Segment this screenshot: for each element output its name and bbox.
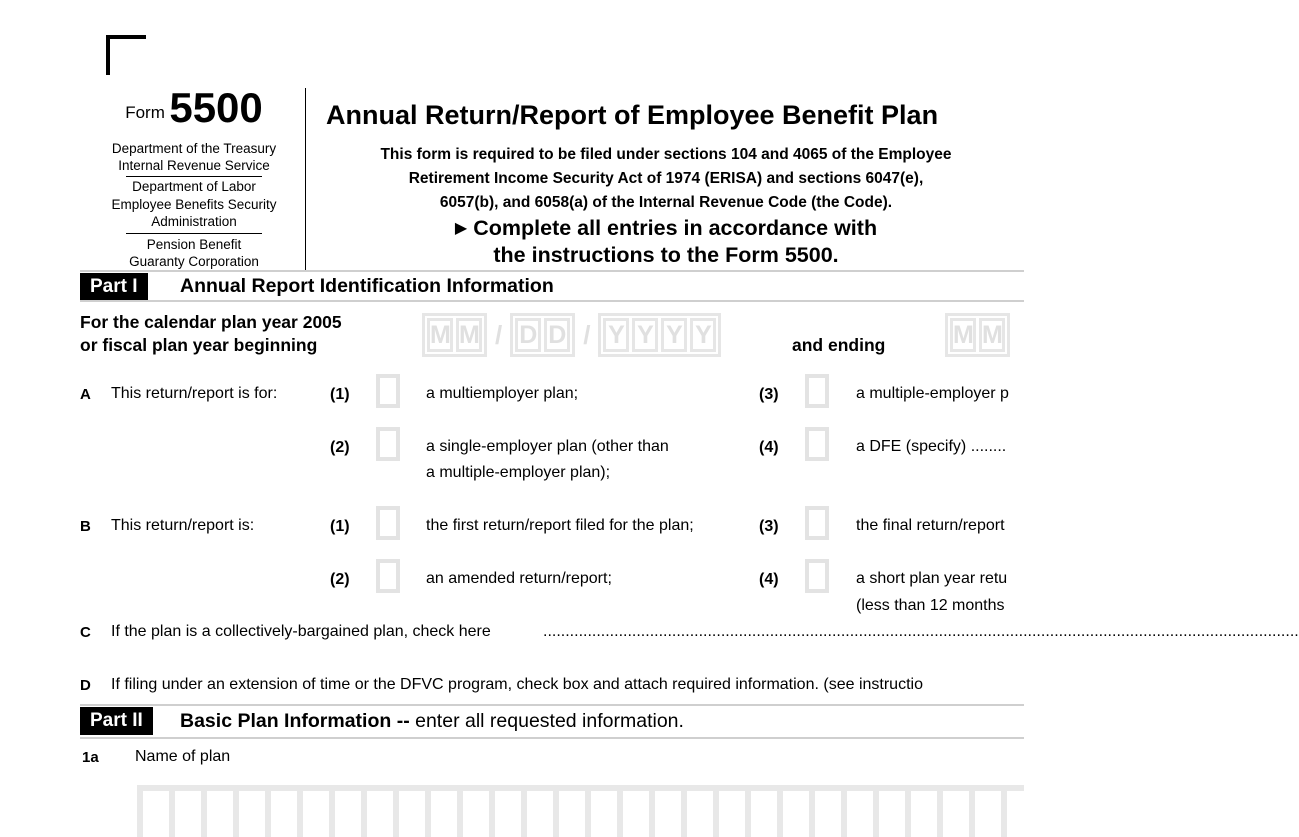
plan-name-char-cell[interactable] [815, 791, 841, 837]
begin-month-input[interactable] [422, 313, 487, 357]
plan-name-input[interactable] [137, 785, 1024, 837]
agency-labor-1: Department of Labor [132, 179, 256, 194]
single-employer-checkbox[interactable] [376, 427, 400, 461]
instruction-line-1: Complete all entries in accordance with [473, 216, 878, 240]
plan-name-char-cell[interactable] [623, 791, 649, 837]
row-b-opt1-label: the first return/report filed for the plan; [426, 517, 694, 534]
row-b-opt4-num: (4) [759, 571, 779, 588]
part2-title-bold: Basic Plan Information -- [180, 710, 410, 732]
play-arrow-icon: ▶ [454, 220, 468, 237]
plan-name-char-cell[interactable] [879, 791, 905, 837]
agency-pbgc-1: Pension Benefit [146, 237, 242, 252]
part2-title-normal: enter all requested information. [409, 710, 684, 732]
plan-name-char-cell[interactable] [143, 791, 169, 837]
line-1a-label: Name of plan [135, 748, 231, 765]
row-c-label: If the plan is a collectively-bargained plan, check here [111, 623, 491, 640]
dfe-checkbox[interactable] [805, 427, 829, 461]
date-cell[interactable]: Y [690, 318, 716, 352]
divider [80, 300, 1024, 302]
row-a-opt2-line2: a multiple-employer plan); [426, 464, 611, 481]
dot-leader: .......................................................................................................................................................................... [543, 623, 1299, 640]
plan-name-char-cell[interactable] [719, 791, 745, 837]
plan-name-char-cell[interactable] [559, 791, 585, 837]
agency-labor-2: Employee Benefits Security [111, 197, 277, 212]
first-return-checkbox[interactable] [376, 506, 400, 540]
date-separator: / [495, 319, 503, 350]
date-cell[interactable]: D [544, 318, 570, 352]
header-divider [305, 88, 306, 270]
plan-name-char-cell[interactable] [783, 791, 809, 837]
plan-name-char-cell[interactable] [335, 791, 361, 837]
plan-year-begin-date[interactable] [422, 313, 721, 357]
plan-name-char-cell[interactable] [751, 791, 777, 837]
end-month-input[interactable] [945, 313, 1010, 357]
corner-mark [106, 35, 146, 75]
agency-pbgc-2: Guaranty Corporation [129, 254, 259, 269]
instruction-note [316, 215, 1016, 269]
amended-return-checkbox[interactable] [376, 559, 400, 593]
part2-tag: Part II [80, 707, 153, 735]
part1-tag: Part I [80, 273, 148, 301]
date-cell[interactable]: Y [661, 318, 687, 352]
row-b-opt2-num: (2) [330, 571, 350, 588]
date-cell[interactable]: Y [603, 318, 629, 352]
plan-name-char-cell[interactable] [431, 791, 457, 837]
plan-name-char-cell[interactable] [943, 791, 969, 837]
subtitle-line-2: Retirement Income Security Act of 1974 (ERISA) and sections 6047(e), [408, 170, 924, 187]
date-cell[interactable]: M [979, 318, 1005, 352]
multiemployer-checkbox[interactable] [376, 374, 400, 408]
row-c-letter: C [80, 624, 91, 641]
plan-name-char-cell[interactable] [687, 791, 713, 837]
plan-year-line-1: For the calendar plan year 2005 [80, 312, 342, 332]
row-b-letter: B [80, 518, 91, 535]
plan-name-char-cell[interactable] [847, 791, 873, 837]
divider [80, 704, 1024, 706]
plan-name-char-cell[interactable] [367, 791, 393, 837]
date-cell[interactable]: M [456, 318, 482, 352]
divider [80, 270, 1024, 272]
plan-name-char-cell[interactable] [911, 791, 937, 837]
row-b-opt2-label: an amended return/report; [426, 570, 612, 587]
subtitle-line-1: This form is required to be filed under sections 104 and 4065 of the Employee [380, 146, 952, 163]
form-number-value: 5500 [169, 84, 263, 131]
plan-name-char-cell[interactable] [1007, 791, 1033, 837]
row-a-label: This return/report is for: [111, 385, 278, 402]
row-d-letter: D [80, 677, 91, 694]
row-b-opt1-num: (1) [330, 518, 350, 535]
form-title: Annual Return/Report of Employee Benefit Plan [326, 100, 939, 130]
plan-year-line-2: or fiscal plan year beginning [80, 335, 318, 355]
agency-labor-3: Administration [151, 214, 237, 229]
plan-name-char-cell[interactable] [399, 791, 425, 837]
begin-year-input[interactable] [598, 313, 721, 357]
final-return-checkbox[interactable] [805, 506, 829, 540]
row-a-opt4-label: a DFE (specify) ........ [856, 438, 1007, 455]
plan-name-char-cell[interactable] [463, 791, 489, 837]
row-d-label: If filing under an extension of time or the DFVC program, check box and attach required information. (see instructio [111, 676, 923, 693]
divider [80, 737, 1024, 739]
row-b-opt4-line1: a short plan year retu [856, 570, 1008, 587]
and-ending-label: and ending [792, 335, 886, 355]
date-cell[interactable]: Y [632, 318, 658, 352]
row-a-opt1-label: a multiemployer plan; [426, 385, 579, 402]
part2-title [180, 710, 684, 733]
short-plan-year-checkbox[interactable] [805, 559, 829, 593]
agency-treasury-2: Internal Revenue Service [118, 158, 270, 173]
form-number [96, 84, 292, 132]
plan-name-char-cell[interactable] [175, 791, 201, 837]
date-separator: / [583, 319, 591, 350]
date-cell[interactable]: M [427, 318, 453, 352]
plan-name-char-cell[interactable] [207, 791, 233, 837]
row-a-opt3-label: a multiple-employer p [856, 385, 1009, 402]
row-b-opt3-label: the final return/report [856, 517, 1005, 534]
agency-treasury-1: Department of the Treasury [111, 141, 277, 156]
agency-divider [126, 233, 262, 234]
form-label: Form [125, 103, 165, 122]
plan-name-char-cell[interactable] [975, 791, 1001, 837]
instruction-line-2: the instructions to the Form 5500. [493, 243, 839, 267]
date-cell[interactable]: D [515, 318, 541, 352]
part1-title: Annual Report Identification Information [180, 275, 554, 297]
plan-name-char-cell[interactable] [239, 791, 265, 837]
subtitle-line-3: 6057(b), and 6058(a) of the Internal Revenue Code (the Code). [439, 194, 893, 211]
row-a-opt4-num: (4) [759, 439, 779, 456]
row-b-opt4-line2: (less than 12 months [856, 597, 1005, 614]
plan-name-char-cell[interactable] [495, 791, 521, 837]
row-a-opt2-num: (2) [330, 439, 350, 456]
row-a-opt1-num: (1) [330, 386, 350, 403]
begin-day-input[interactable] [510, 313, 575, 357]
plan-name-char-cell[interactable] [303, 791, 329, 837]
plan-name-char-cell[interactable] [591, 791, 617, 837]
plan-name-char-cell[interactable] [655, 791, 681, 837]
form-subtitle [316, 143, 1016, 215]
plan-name-char-cell[interactable] [527, 791, 553, 837]
plan-year-end-date[interactable] [945, 313, 1010, 357]
line-1a-number: 1a [82, 749, 99, 766]
plan-name-char-cell[interactable] [271, 791, 297, 837]
row-a-opt3-num: (3) [759, 386, 779, 403]
row-a-letter: A [80, 386, 91, 403]
row-b-label: This return/report is: [111, 517, 255, 534]
agency-divider [126, 176, 262, 177]
date-cell[interactable]: M [950, 318, 976, 352]
multiple-employer-checkbox[interactable] [805, 374, 829, 408]
row-a-opt2-line1: a single-employer plan (other than [426, 438, 669, 455]
row-b-opt3-num: (3) [759, 518, 779, 535]
